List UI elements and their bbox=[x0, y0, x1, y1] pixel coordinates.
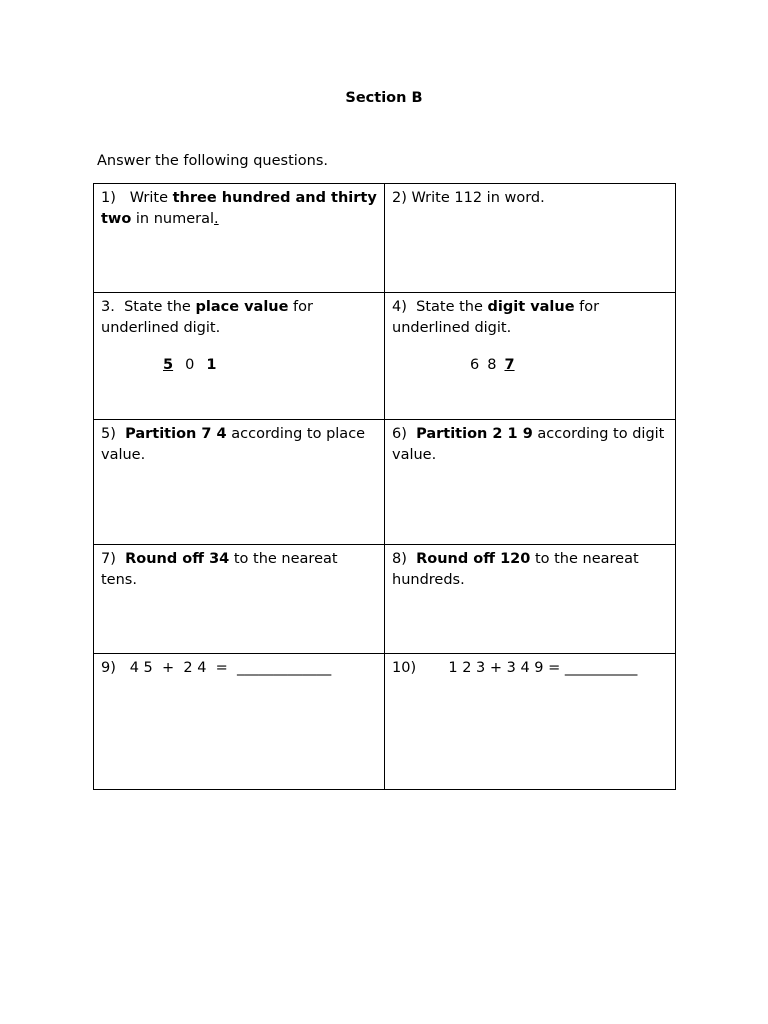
question-5-bold: Partition 7 4 bbox=[125, 426, 227, 442]
question-1-cell bbox=[94, 184, 385, 293]
question-3-number: 3. bbox=[101, 299, 115, 315]
question-3-cell bbox=[94, 293, 385, 420]
question-1-post: in numeral bbox=[131, 211, 215, 227]
question-3-digit-underlined: 5 bbox=[163, 357, 174, 373]
table-row bbox=[94, 654, 676, 790]
question-4-digit: 6 bbox=[470, 357, 480, 373]
question-7-number: 7) bbox=[101, 551, 116, 567]
questions-table bbox=[93, 183, 676, 790]
question-8-post: to the neareat hundreds. bbox=[392, 551, 639, 588]
question-10-answer-blank[interactable]: __________ bbox=[564, 660, 638, 676]
question-8-cell bbox=[385, 545, 676, 654]
question-4-cell bbox=[385, 293, 676, 420]
table-row bbox=[94, 184, 676, 293]
table-row bbox=[94, 420, 676, 545]
question-3-digit: 1 bbox=[206, 357, 217, 373]
question-9-expression: 4 5 + 2 4 = bbox=[129, 660, 228, 676]
question-9-number: 9) bbox=[101, 660, 116, 676]
question-6-bold: Partition 2 1 9 bbox=[416, 426, 533, 442]
question-1-number: 1) bbox=[101, 190, 116, 206]
question-3-post: for underlined digit. bbox=[101, 299, 313, 336]
question-5-number: 5) bbox=[101, 426, 116, 442]
table-row bbox=[94, 293, 676, 420]
question-4-digit: 8 bbox=[487, 357, 497, 373]
question-4-number-display bbox=[392, 355, 668, 376]
question-4-post: for underlined digit. bbox=[392, 299, 600, 336]
instruction-text: Answer the following questions. bbox=[97, 153, 329, 169]
question-3-pre: State the bbox=[124, 299, 196, 315]
question-6-post: according to digit value. bbox=[392, 426, 665, 463]
question-7-bold: Round off 34 bbox=[125, 551, 230, 567]
section-title: Section B bbox=[345, 90, 423, 106]
question-5-post: according to place value. bbox=[101, 426, 366, 463]
question-2-cell bbox=[385, 184, 676, 293]
question-1-bold: three hundred and thirty two bbox=[101, 190, 377, 227]
question-7-post: to the neareat tens. bbox=[101, 551, 338, 588]
question-6-number: 6) bbox=[392, 426, 407, 442]
question-5-cell bbox=[94, 420, 385, 545]
table-row bbox=[94, 545, 676, 654]
question-10-expression: 1 2 3 + 3 4 9 = bbox=[448, 660, 561, 676]
question-8-bold: Round off 120 bbox=[416, 551, 531, 567]
question-1-end: . bbox=[214, 211, 219, 227]
question-4-bold: digit value bbox=[487, 299, 575, 315]
question-4-number: 4) bbox=[392, 299, 407, 315]
question-6-cell bbox=[385, 420, 676, 545]
question-9-answer-blank[interactable]: _____________ bbox=[237, 660, 332, 676]
question-9-cell bbox=[94, 654, 385, 790]
question-7-cell bbox=[94, 545, 385, 654]
question-4-pre: State the bbox=[416, 299, 488, 315]
question-2-text: 2) Write 112 in word. bbox=[392, 190, 545, 206]
question-1-pre: Write bbox=[129, 190, 173, 206]
question-3-bold: place value bbox=[195, 299, 289, 315]
question-3-number-display bbox=[101, 355, 377, 376]
question-10-number: 10) bbox=[392, 660, 417, 676]
question-8-number: 8) bbox=[392, 551, 407, 567]
question-4-digit-underlined: 7 bbox=[504, 357, 515, 373]
question-3-digit: 0 bbox=[185, 357, 195, 373]
question-10-cell bbox=[385, 654, 676, 790]
